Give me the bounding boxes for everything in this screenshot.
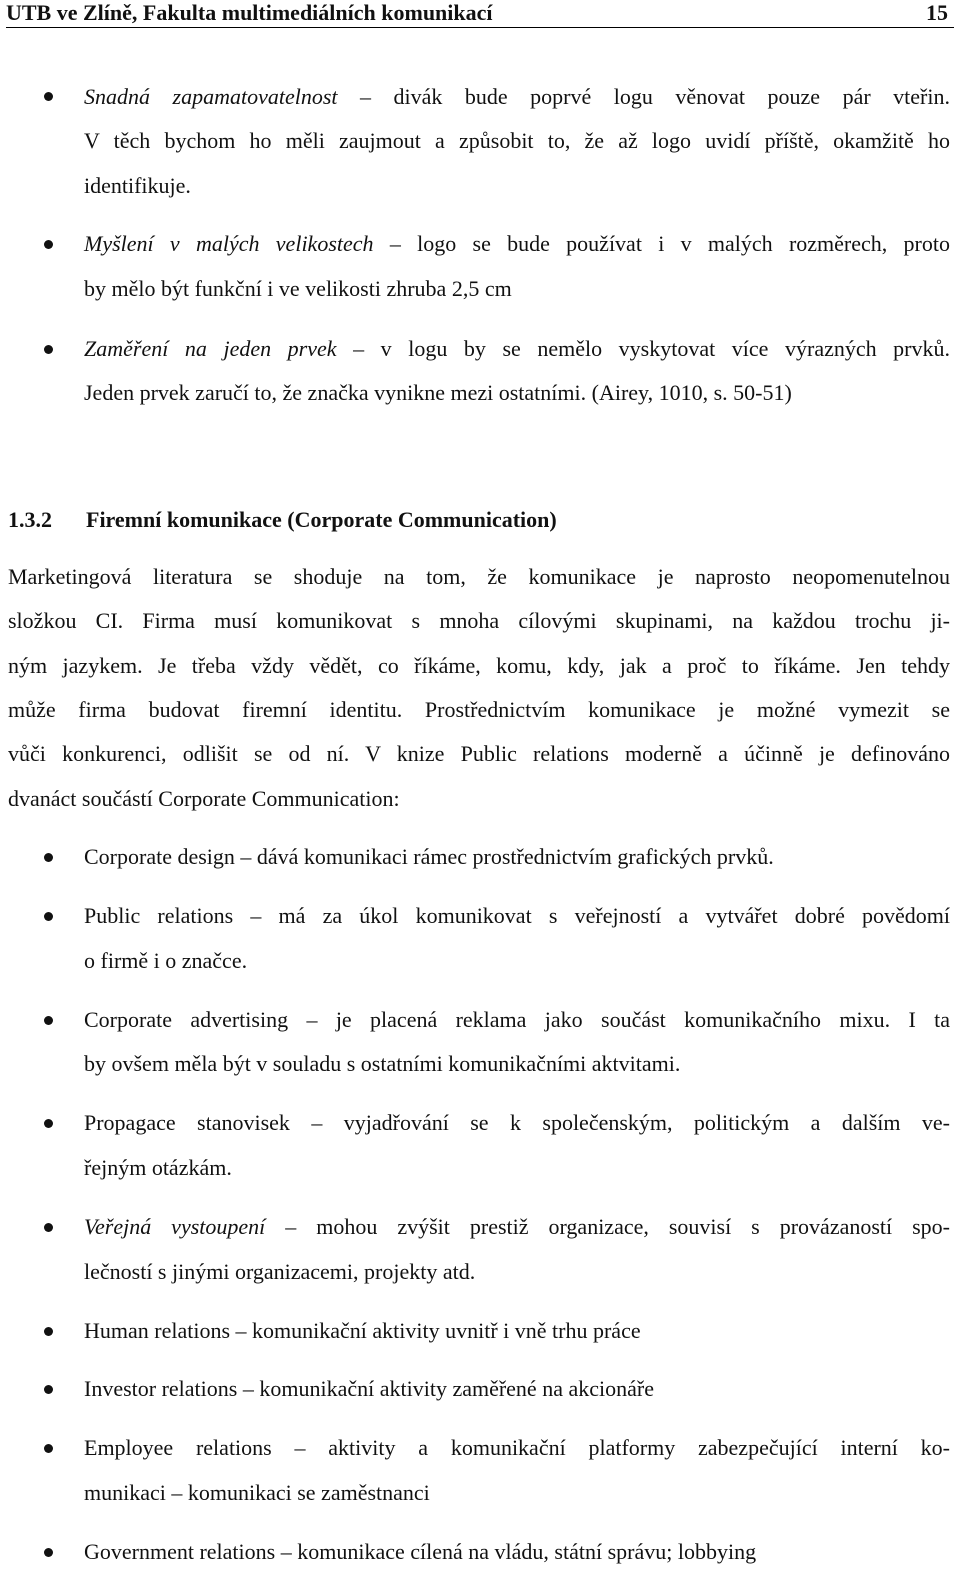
- list-term: Corporate advertising: [84, 1007, 289, 1032]
- paragraph-line: dvanáct součástí Corporate Communication:: [8, 786, 400, 811]
- list-item-line: by ovšem měla být v souladu s ostatními komunikačními aktvitami.: [84, 1051, 681, 1076]
- list-term: Investor relations: [84, 1376, 238, 1401]
- list-item: Employee relations – aktivity a komunikační platformy zabezpečující interní ko-: [84, 1435, 951, 1460]
- list-term: Corporate design: [84, 844, 235, 869]
- list-item-line: řejným otázkám.: [84, 1155, 232, 1180]
- list-term: Human relations: [84, 1318, 231, 1343]
- list-item: Veřejná vystoupení – mohou zvýšit prestiž organizace, souvisí s provázaností spo-: [84, 1214, 951, 1239]
- list-item-line: o firmě i o značce.: [84, 948, 248, 973]
- bullet-icon: [44, 1327, 53, 1336]
- bullet-icon: [44, 912, 53, 921]
- paragraph-line: ným jazykem. Je třeba vždy vědět, co říkáme, komu, kdy, jak a proč to říkáme. Jen tehdy: [8, 653, 950, 678]
- list-item-line: Jeden prvek zaručí to, že značka vynikne mezi ostatními. (Airey, 1010, s. 50-51): [84, 380, 792, 405]
- list-term: Public relations: [84, 903, 234, 928]
- list-item: Investor relations – komunikační aktivity zaměřené na akcionáře: [84, 1376, 654, 1401]
- section-number: 1.3.2: [8, 507, 52, 532]
- list-item-line: identifikuje.: [84, 173, 191, 198]
- list-item: Public relations – má za úkol komunikovat s veřejností a vytvářet dobré povědomí: [84, 903, 950, 928]
- paragraph-line: vůči konkurenci, odlišit se od ní. V knize Public relations moderně a účinně je definováno: [8, 741, 950, 766]
- page-number: 15: [926, 0, 948, 25]
- paragraph-line: může firma budovat firemní identitu. Prostřednictvím komunikace je možné vymezit se: [8, 697, 950, 722]
- bullet-icon: [44, 1385, 53, 1394]
- list-term: Myšlení v malých velikostech: [84, 231, 374, 256]
- bullet-icon: [44, 1548, 53, 1557]
- list-term: Propagace stanovisek: [84, 1110, 290, 1135]
- bullet-icon: [44, 1119, 53, 1128]
- header-title: UTB ve Zlíně, Fakulta multimediálních komunikací: [6, 0, 493, 25]
- bullet-icon: [44, 345, 53, 354]
- bullet-icon: [44, 240, 53, 249]
- page-header: [6, 0, 954, 28]
- list-term: Veřejná vystoupení: [84, 1214, 266, 1239]
- list-item: Human relations – komunikační aktivity uvnitř i vně trhu práce: [84, 1318, 641, 1343]
- list-item: Zaměření na jeden prvek – v logu by se nemělo vyskytovat více výrazných prvků.: [84, 336, 950, 361]
- bullet-icon: [44, 853, 53, 862]
- list-item: Propagace stanovisek – vyjadřování se k společenským, politickým a dalším ve-: [84, 1110, 951, 1135]
- list-item: Snadná zapamatovatelnost – divák bude poprvé logu věnovat pouze pár vteřin.: [84, 84, 950, 109]
- list-item-line: by mělo být funkční i ve velikosti zhruba 2,5 cm: [84, 276, 512, 301]
- list-term: Employee relations: [84, 1435, 272, 1460]
- bullet-icon: [44, 1016, 53, 1025]
- list-term: Government relations: [84, 1539, 276, 1564]
- bullet-icon: [44, 92, 53, 101]
- list-item: Corporate advertising – je placená reklama jako součást komunikačního mixu. I ta: [84, 1007, 951, 1032]
- list-term: Snadná zapamatovatelnost: [84, 84, 338, 109]
- list-item: Myšlení v malých velikostech – logo se bude používat i v malých rozměrech, proto: [84, 231, 950, 256]
- list-item-line: munikaci – komunikaci se zaměstnanci: [84, 1480, 430, 1505]
- list-term: Zaměření na jeden prvek: [84, 336, 337, 361]
- list-item-line: V těch bychom ho měli zaujmout a způsobit to, že až logo uvidí příště, okamžitě ho: [84, 128, 950, 153]
- list-item-line: lečností s jinými organizacemi, projekty atd.: [84, 1259, 476, 1284]
- list-item: Government relations – komunikace cílená na vládu, státní správu; lobbying: [84, 1539, 757, 1564]
- bullet-icon: [44, 1444, 53, 1453]
- section-title: Firemní komunikace (Corporate Communication): [86, 507, 557, 532]
- paragraph-line: Marketingová literatura se shoduje na tom, že komunikace je naprosto neopomenutelnou: [8, 564, 950, 589]
- bullet-icon: [44, 1223, 53, 1232]
- section-heading: [8, 506, 557, 534]
- paragraph-line: složkou CI. Firma musí komunikovat s mnoha cílovými skupinami, na každou trochu ji-: [8, 608, 950, 633]
- list-item: Corporate design – dává komunikaci rámec prostřednictvím grafických prvků.: [84, 844, 774, 869]
